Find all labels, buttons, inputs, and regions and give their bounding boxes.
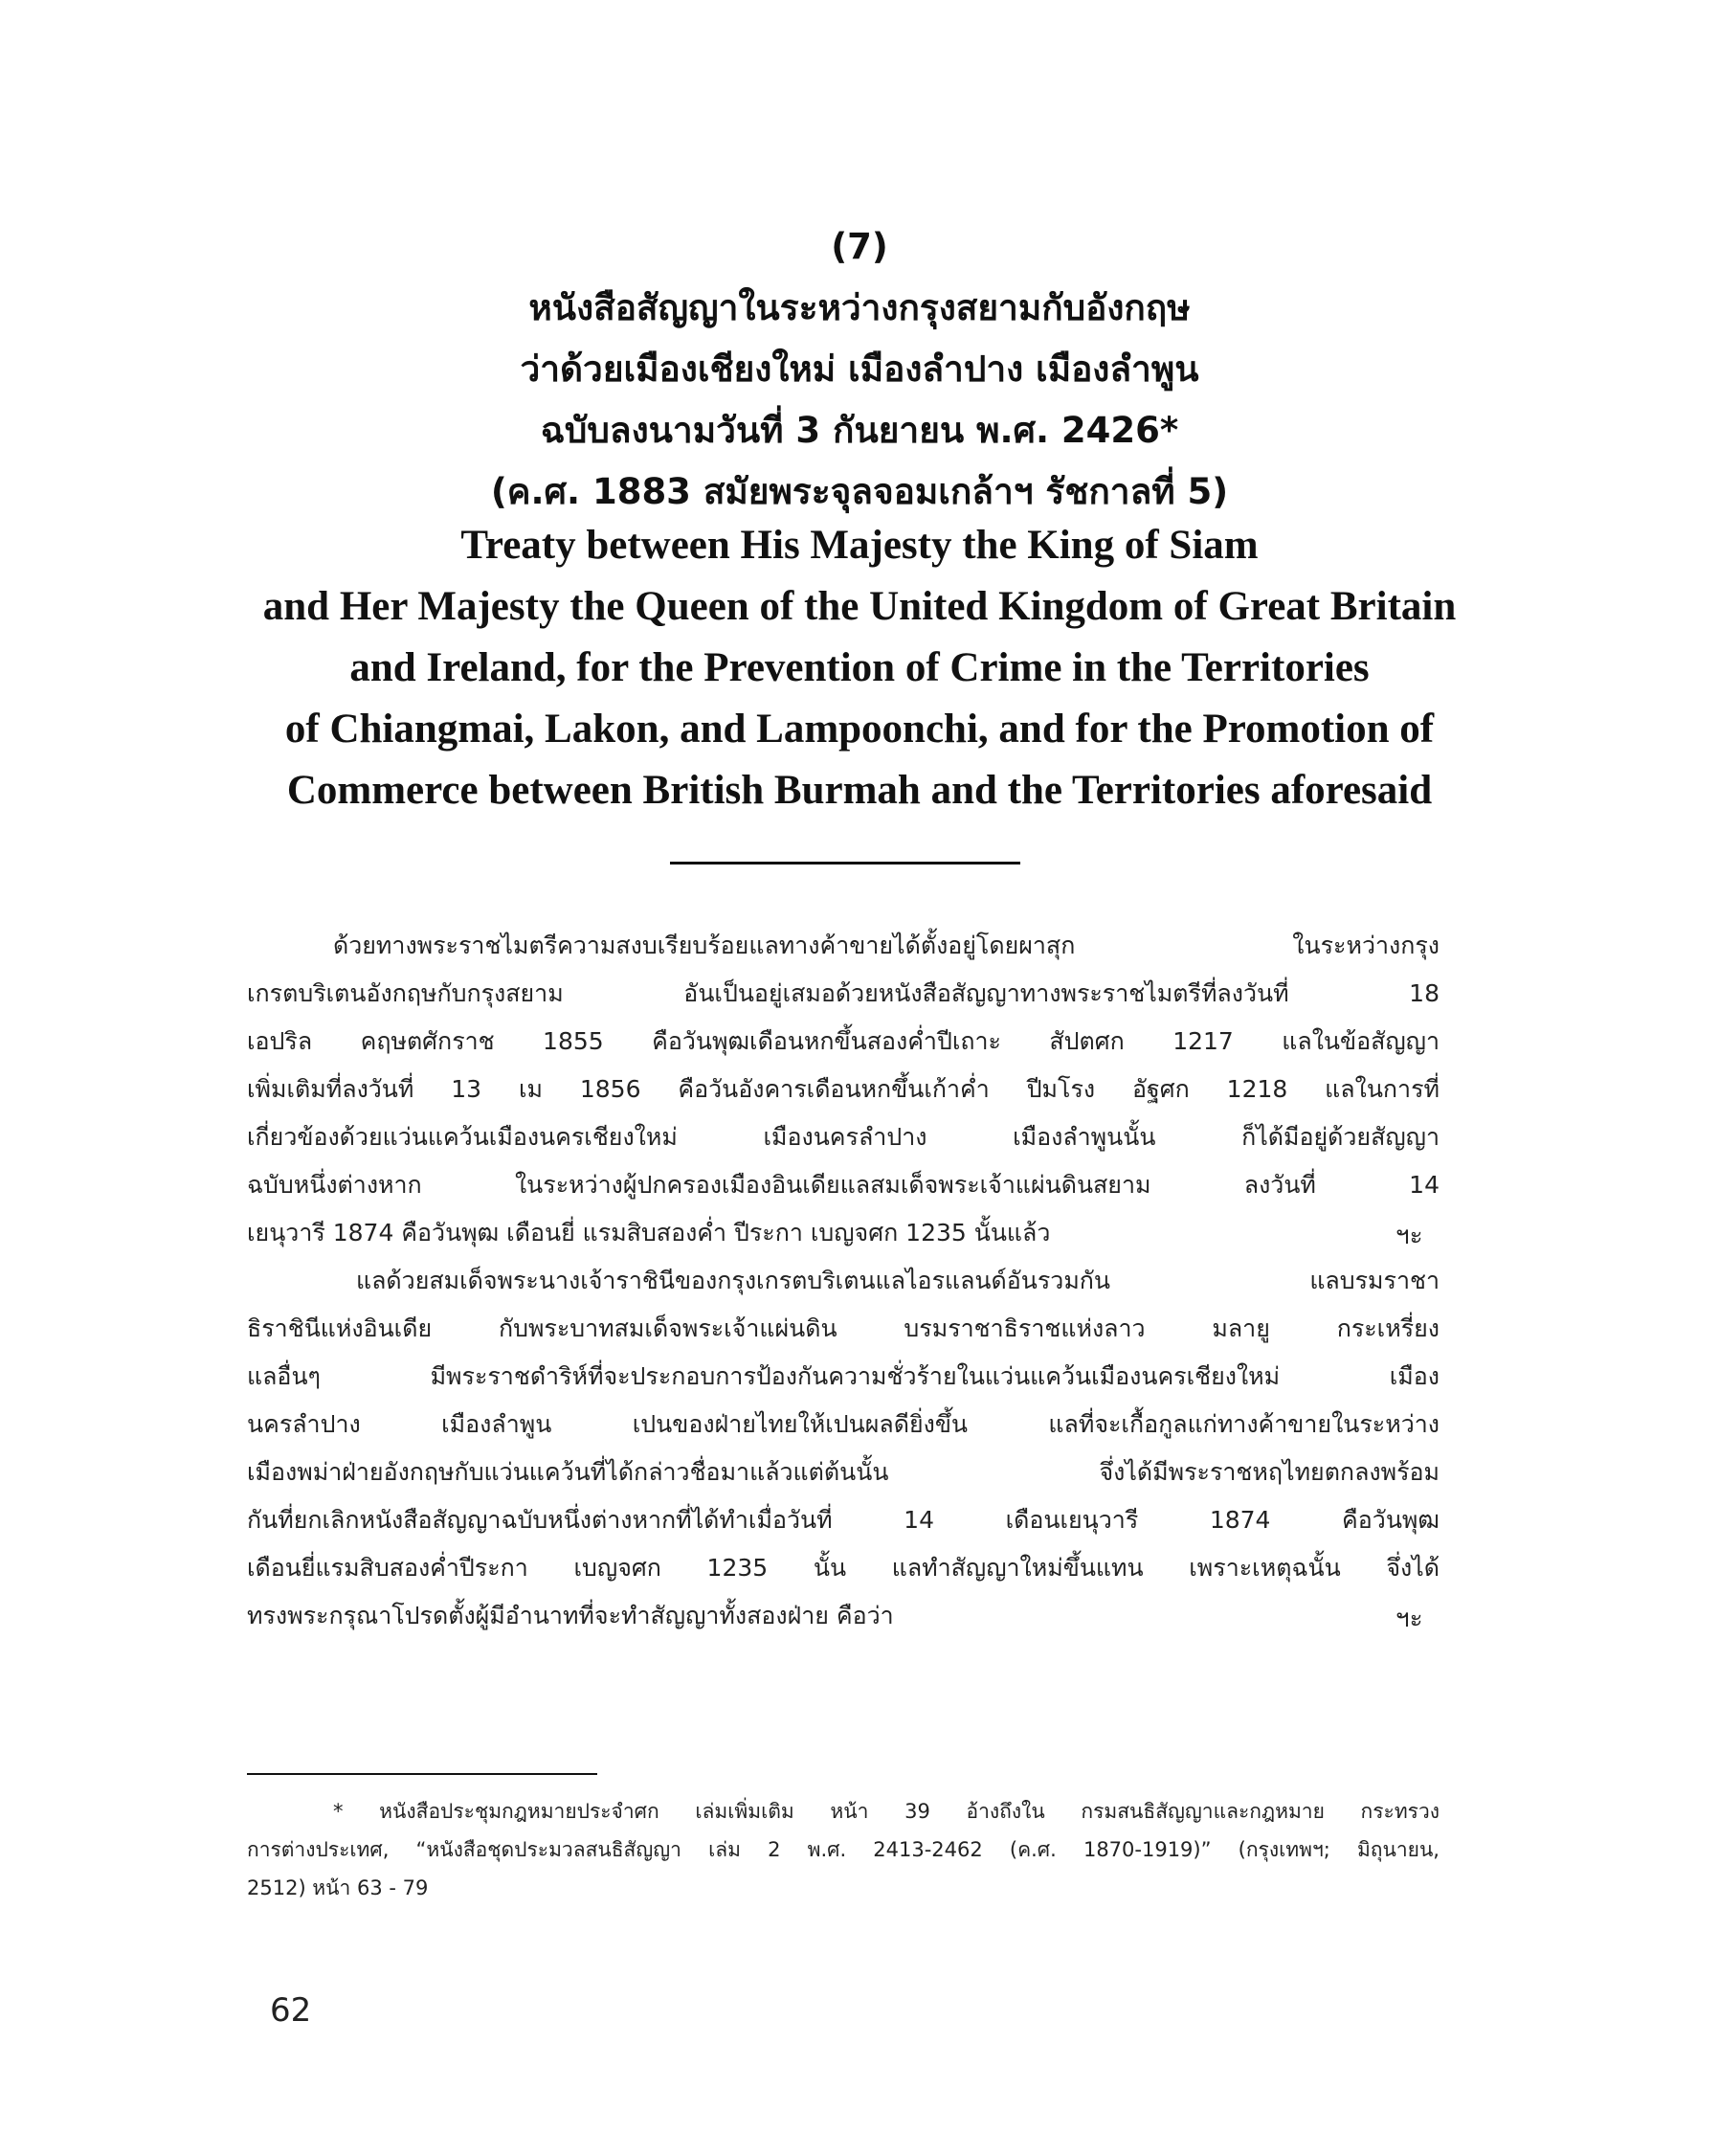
thai-title-line-4: (ค.ศ. 1883 สมัยพระจุลจอมเกล้าฯ รัชกาลที่ 5) (490, 471, 1229, 512)
body-line: กันที่ยกเลิกหนังสือสัญญาฉบับหนึ่งต่างหากที่ได้ทำเมื่อวันที่ 14 เดือนเยนุวารี 1874 คือวันพุฒ (247, 1506, 1440, 1534)
end-mark: ฯะ (1395, 1605, 1423, 1633)
section-number: (7) (831, 226, 888, 267)
body-line: เกี่ยวข้องด้วยแว่นแคว้นเมืองนครเชียงใหม่ เมืองนครลำปาง เมืองลำพูนนั้น ก็ได้มีอยู่ด้วยสัญญา (247, 1123, 1440, 1151)
body-line: เยนุวารี 1874 คือวันพุฒ เดือนยี่ แรมสิบสองค่ำ ปีระกา เบญจศก 1235 นั้นแล้ว (247, 1219, 1051, 1246)
body-line: แลอื่นๆ มีพระราชดำริห์ที่จะประกอบการป้องกันความชั่วร้ายในแว่นแคว้นเมืองนครเชียงใหม่ เมือง (247, 1362, 1440, 1390)
body-line: ทรงพระกรุณาโปรดตั้งผู้มีอำนาทที่จะทำสัญญาทั้งสองฝ่าย คือว่า (247, 1602, 894, 1629)
english-title-line-4: of Chiangmai, Lakon, and Lampoonchi, and for the Promotion of (284, 707, 1435, 752)
footnote-line: * หนังสือประชุมกฎหมายประจำศก เล่มเพิ่มเติม หน้า 39 อ้างถึงใน กรมสนธิสัญญาและกฎหมาย กระทรวง (333, 1800, 1440, 1823)
thai-title-line-1: หนังสือสัญญาในระหว่างกรุงสยามกับอังกฤษ (528, 287, 1191, 328)
body-line: แลด้วยสมเด็จพระนางเจ้าราชินีของกรุงเกรตบริเตนแลไอรแลนด์อันรวมกัน แลบรมราชา (356, 1267, 1440, 1294)
page-number: 62 (270, 1991, 312, 2030)
body-line: นครลำปาง เมืองลำพูน เปนของฝ่ายไทยให้เปนผลดียิ่งขึ้น แลที่จะเกื้อกูลแก่ทางค้าขายในระหว่าง (247, 1410, 1440, 1438)
title-divider (670, 862, 1020, 865)
body-line: เพิ่มเติมที่ลงวันที่ 13 เม 1856 คือวันอังคารเดือนหกขึ้นเก้าค่ำ ปีมโรง อัฐศก 1218 แลในการที่ (247, 1075, 1440, 1103)
body-line: ธิราชินีแห่งอินเดีย กับพระบาทสมเด็จพระเจ้าแผ่นดิน บรมราชาธิราชแห่งลาว มลายู กระเหรี่ยง (247, 1314, 1440, 1342)
thai-title-line-3: ฉบับลงนามวันที่ 3 กันยายน พ.ศ. 2426* (540, 410, 1179, 451)
end-mark: ฯะ (1395, 1222, 1423, 1250)
body-line: เกรตบริเตนอังกฤษกับกรุงสยาม อันเป็นอยู่เสมอด้วยหนังสือสัญญาทางพระราชไมตรีที่ลงวันที่ 18 (247, 979, 1440, 1007)
english-title-line-1: Treaty between His Majesty the King of Siam (460, 523, 1259, 568)
body-line: เอปริล คฤษตศักราช 1855 คือวันพุฒเดือนหกขึ้นสองค่ำปีเถาะ สัปตศก 1217 แลในข้อสัญญา (247, 1027, 1440, 1055)
body-line: เมืองพม่าฝ่ายอังกฤษกับแว่นแคว้นที่ได้กล่าวชื่อมาแล้วแต่ต้นนั้น จึ่งได้มีพระราชหฤไทยตกลงพร้อม (247, 1458, 1440, 1486)
english-title-line-2: and Her Majesty the Queen of the United Kingdom of Great Britain (262, 584, 1457, 629)
english-title-line-5: Commerce between British Burmah and the Territories aforesaid (286, 768, 1433, 813)
body-line: ด้วยทางพระราชไมตรีความสงบเรียบร้อยแลทางค้าขายได้ตั้งอยู่โดยผาสุก ในระหว่างกรุง (333, 932, 1440, 959)
body-line: ฉบับหนึ่งต่างหาก ในระหว่างผู้ปกครองเมืองอินเดียแลสมเด็จพระเจ้าแผ่นดินสยาม ลงวันที่ 14 (247, 1171, 1440, 1199)
thai-title-line-2: ว่าด้วยเมืองเชียงใหม่ เมืองลำปาง เมืองลำพูน (520, 348, 1199, 390)
footnote-line: 2512) หน้า 63 - 79 (247, 1876, 429, 1899)
footnote-line: การต่างประเทศ, “หนังสือชุดประมวลสนธิสัญญา เล่ม 2 พ.ศ. 2413-2462 (ค.ศ. 1870-1919)” (กรุงเทพฯ; มิถุนายน, (247, 1838, 1440, 1861)
body-line: เดือนยี่แรมสิบสองค่ำปีระกา เบญจศก 1235 นั้น แลทำสัญญาใหม่ขึ้นแทน เพราะเหตุฉนั้น จึ่งได้ (247, 1554, 1440, 1582)
footnote-divider (247, 1773, 597, 1775)
english-title-line-3: and Ireland, for the Prevention of Crime in the Territories (349, 645, 1370, 690)
